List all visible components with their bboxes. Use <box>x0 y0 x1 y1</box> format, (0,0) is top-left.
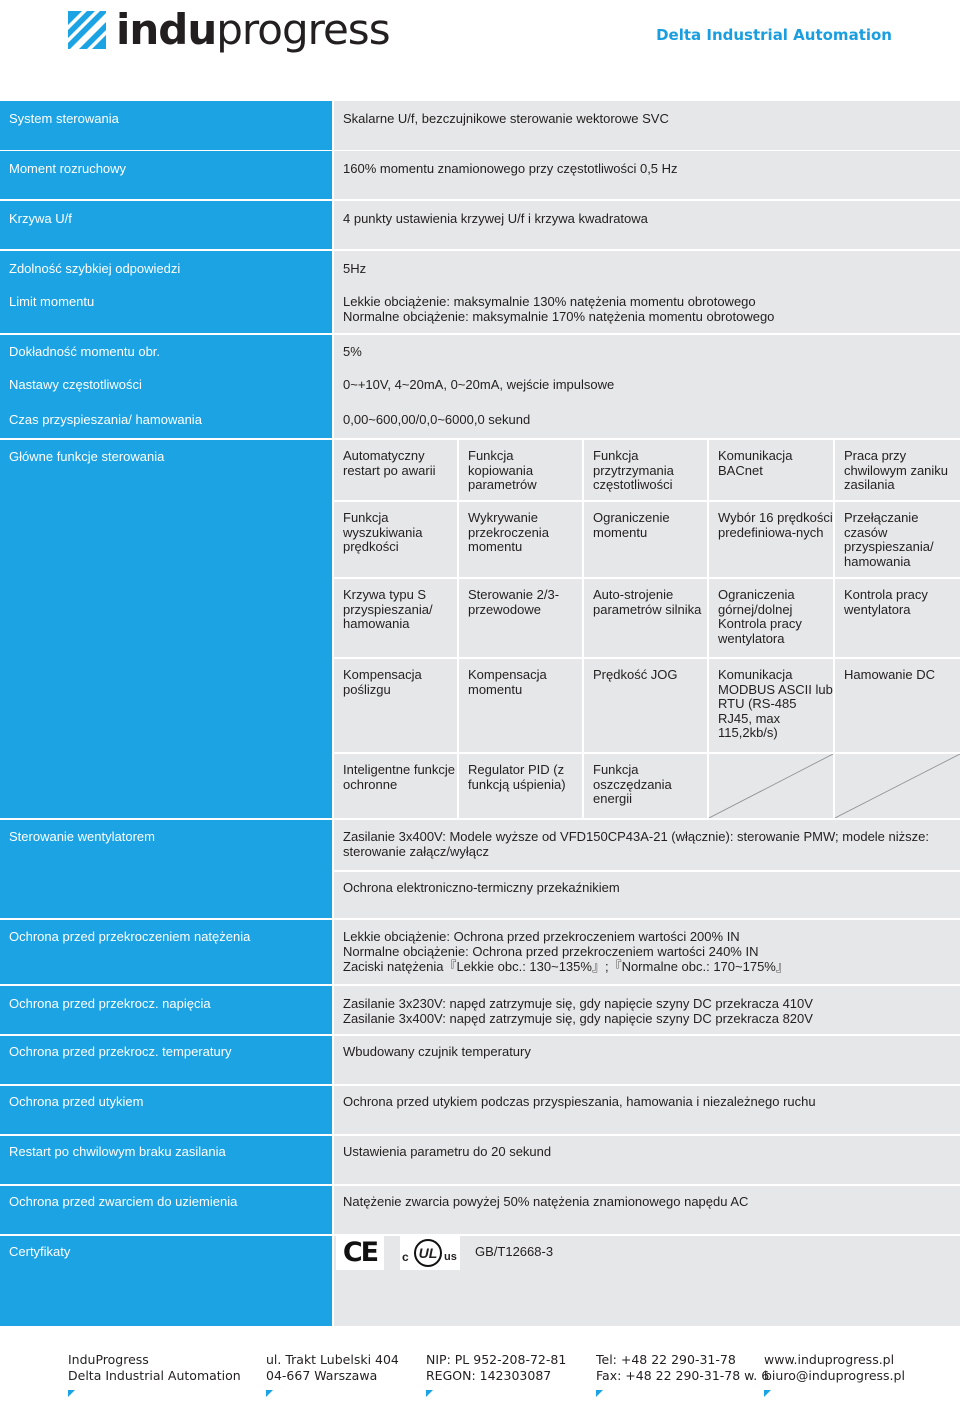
spec-value: 0~+10V, 4~20mA, 0~20mA, wejście impulsowe <box>334 369 960 403</box>
function-cell: Komunikacja MODBUS ASCII lub RTU (RS-485 RJ45, max 115,2kb/s) <box>709 659 833 752</box>
spec-value: 5Hz <box>334 251 960 285</box>
company-logo <box>68 4 390 56</box>
function-cell: Przełączanie czasów przyspieszania/ hamowania <box>835 502 960 577</box>
spec-label: Dokładność momentu obr. <box>0 335 332 369</box>
spec-label: Sterowanie wentylatorem <box>0 820 332 918</box>
function-cell: Funkcja oszczędzania energii <box>584 754 707 818</box>
spec-label: Ochrona przed przekrocz. temperatury <box>0 1036 332 1084</box>
spec-label: Limit momentu <box>0 285 332 333</box>
function-cell: Wybór 16 prędkości predefiniowa-nych <box>709 502 833 577</box>
spec-value: 160% momentu znamionowego przy częstotliwości 0,5 Hz <box>334 151 960 199</box>
spec-value-line: Zasilanie 3x230V: napęd zatrzymuje się, gdy napięcie szyny DC przekracza 410V <box>343 996 813 1011</box>
footer-marker-icon <box>68 1390 75 1397</box>
logo-stripes-icon <box>68 11 106 49</box>
spec-value-line: Lekkie obciążenie: Ochrona przed przekroczeniem wartości 200% IN <box>343 929 740 944</box>
spec-value <box>334 920 960 984</box>
spec-value-line: Zasilanie 3x400V: Modele wyższe od VFD150CP43A-21 (włącznie): sterowanie PMW; modele niższe: <box>343 829 929 844</box>
spec-row <box>0 201 960 249</box>
spec-label: Krzywa U/f <box>0 201 332 249</box>
function-cell: Kompensacja momentu <box>459 659 582 752</box>
spec-value-line: sterowanie załącz/wyłącz <box>343 844 489 859</box>
spec-label: Nastawy częstotliwości <box>0 369 332 403</box>
spec-label: Restart po chwilowym braku zasilania <box>0 1136 332 1184</box>
footer-line: ul. Trakt Lubelski 404 <box>266 1352 399 1367</box>
function-cell: Ograniczenie momentu <box>584 502 707 577</box>
empty-cell-diagonal <box>835 754 960 818</box>
function-cell: Komunikacja BACnet <box>709 440 833 500</box>
spec-value <box>334 986 960 1034</box>
spec-value <box>334 820 960 870</box>
footer-registry <box>426 1352 566 1384</box>
footer-marker-icon <box>764 1390 771 1397</box>
spec-row <box>0 285 960 333</box>
spec-row <box>0 335 960 369</box>
spec-label: Certyfikaty <box>0 1236 332 1326</box>
spec-value <box>334 1236 960 1326</box>
spec-label: System sterowania <box>0 101 332 150</box>
spec-label: Ochrona przed przekroczeniem natężenia <box>0 920 332 984</box>
function-cell: Hamowanie DC <box>835 659 960 752</box>
website-link[interactable]: www.induprogress.pl <box>764 1352 895 1367</box>
spec-value-line: Normalne obciążenie: Ochrona przed przekroczeniem wartości 240% IN <box>343 944 759 959</box>
footer-phone <box>596 1352 769 1384</box>
function-cell: Regulator PID (z funkcją uśpienia) <box>459 754 582 818</box>
function-cell: Inteligentne funkcje ochronne <box>334 754 457 818</box>
footer-marker-icon <box>596 1390 603 1397</box>
ce-mark-icon: CE <box>336 1236 384 1270</box>
empty-cell-diagonal <box>709 754 833 818</box>
function-cell: Wykrywanie przekroczenia momentu <box>459 502 582 577</box>
spec-row <box>0 151 960 199</box>
spec-label: Ochrona przed utykiem <box>0 1086 332 1134</box>
spec-label: Główne funkcje sterowania <box>0 440 332 818</box>
email-link[interactable]: biuro@induprogress.pl <box>764 1368 905 1383</box>
footer-line: 04-667 Warszawa <box>266 1368 378 1383</box>
footer-marker-icon <box>266 1390 273 1397</box>
brand-tagline: Delta Industrial Automation <box>656 26 892 44</box>
footer-line: InduProgress <box>68 1352 149 1367</box>
spec-value-line: Zaciski natężenia『Lekkie obc.: 130~135%』;『Normalne obc.: 170~175%』 <box>343 959 789 974</box>
spec-value-line: Lekkie obciążenie: maksymalnie 130% natężenia momentu obrotowego <box>343 294 756 309</box>
spec-value: Ochrona przed utykiem podczas przyspieszania, hamowania i niezależnego ruchu <box>334 1086 960 1134</box>
footer-line: Fax: +48 22 290-31-78 w. 6 <box>596 1368 770 1383</box>
function-cell: Automatyczny restart po awarii <box>334 440 457 500</box>
spec-value <box>334 285 960 333</box>
spec-value: Ustawienia parametru do 20 sekund <box>334 1136 960 1184</box>
spec-value: 5% <box>334 335 960 369</box>
function-cell: Praca przy chwilowym zaniku zasilania <box>835 440 960 500</box>
spec-value: 4 punkty ustawienia krzywej U/f i krzywa kwadratowa <box>334 201 960 249</box>
function-cell: Kontrola pracy wentylatora <box>835 579 960 657</box>
spec-value: 0,00~600,00/0,0~6000,0 sekund <box>334 403 960 438</box>
spec-value: Ochrona elektroniczno-termiczny przekaźnikiem <box>334 872 960 918</box>
spec-value-line: Zasilanie 3x400V: napęd zatrzymuje się, gdy napięcie szyny DC przekracza 820V <box>343 1011 813 1026</box>
function-cell: Kompensacja poślizgu <box>334 659 457 752</box>
spec-value-line: Normalne obciążenie: maksymalnie 170% natężenia momentu obrotowego <box>343 309 775 324</box>
function-cell: Funkcja wyszukiwania prędkości <box>334 502 457 577</box>
footer-line: Delta Industrial Automation <box>68 1368 241 1383</box>
function-cell: Sterowanie 2/3-przewodowe <box>459 579 582 657</box>
footer-line: NIP: PL 952-208-72-81 <box>426 1352 567 1367</box>
certificate-standard: GB/T12668-3 <box>475 1244 554 1259</box>
logo-wordmark: induprogress <box>116 5 390 54</box>
spec-row <box>0 369 960 403</box>
ul-mark-icon: c UL us <box>400 1236 460 1270</box>
empty-cell <box>835 754 960 818</box>
footer-marker-icon <box>426 1390 433 1397</box>
footer-address <box>266 1352 399 1384</box>
spec-label: Czas przyspieszania/ hamowania <box>0 403 332 438</box>
function-cell: Funkcja kopiowania parametrów <box>459 440 582 500</box>
function-cell: Krzywa typu S przyspieszania/ hamowania <box>334 579 457 657</box>
function-cell: Auto-strojenie parametrów silnika <box>584 579 707 657</box>
spec-row <box>0 403 960 438</box>
spec-value: Wbudowany czujnik temperatury <box>334 1036 960 1084</box>
empty-cell <box>709 754 833 818</box>
spec-label: Moment rozruchowy <box>0 151 332 199</box>
spec-label: Zdolność szybkiej odpowiedzi <box>0 251 332 285</box>
footer-company <box>68 1352 241 1384</box>
spec-value: Skalarne U/f, bezczujnikowe sterowanie wektorowe SVC <box>334 101 960 150</box>
footer-web <box>764 1352 905 1384</box>
function-cell: Ograniczenia górnej/dolnej Kontrola pracy wentylatora <box>709 579 833 657</box>
spec-value: Natężenie zwarcia powyżej 50% natężenia znamionowego napędu AC <box>334 1186 960 1234</box>
spec-label: Ochrona przed zwarciem do uziemienia <box>0 1186 332 1234</box>
spec-label: Ochrona przed przekrocz. napięcia <box>0 986 332 1034</box>
spec-row <box>0 251 960 285</box>
footer-line: Tel: +48 22 290-31-78 <box>596 1352 736 1367</box>
footer-line: REGON: 142303087 <box>426 1368 552 1383</box>
function-cell: Prędkość JOG <box>584 659 707 752</box>
spec-row <box>0 101 960 150</box>
function-cell: Funkcja przytrzymania częstotliwości <box>584 440 707 500</box>
